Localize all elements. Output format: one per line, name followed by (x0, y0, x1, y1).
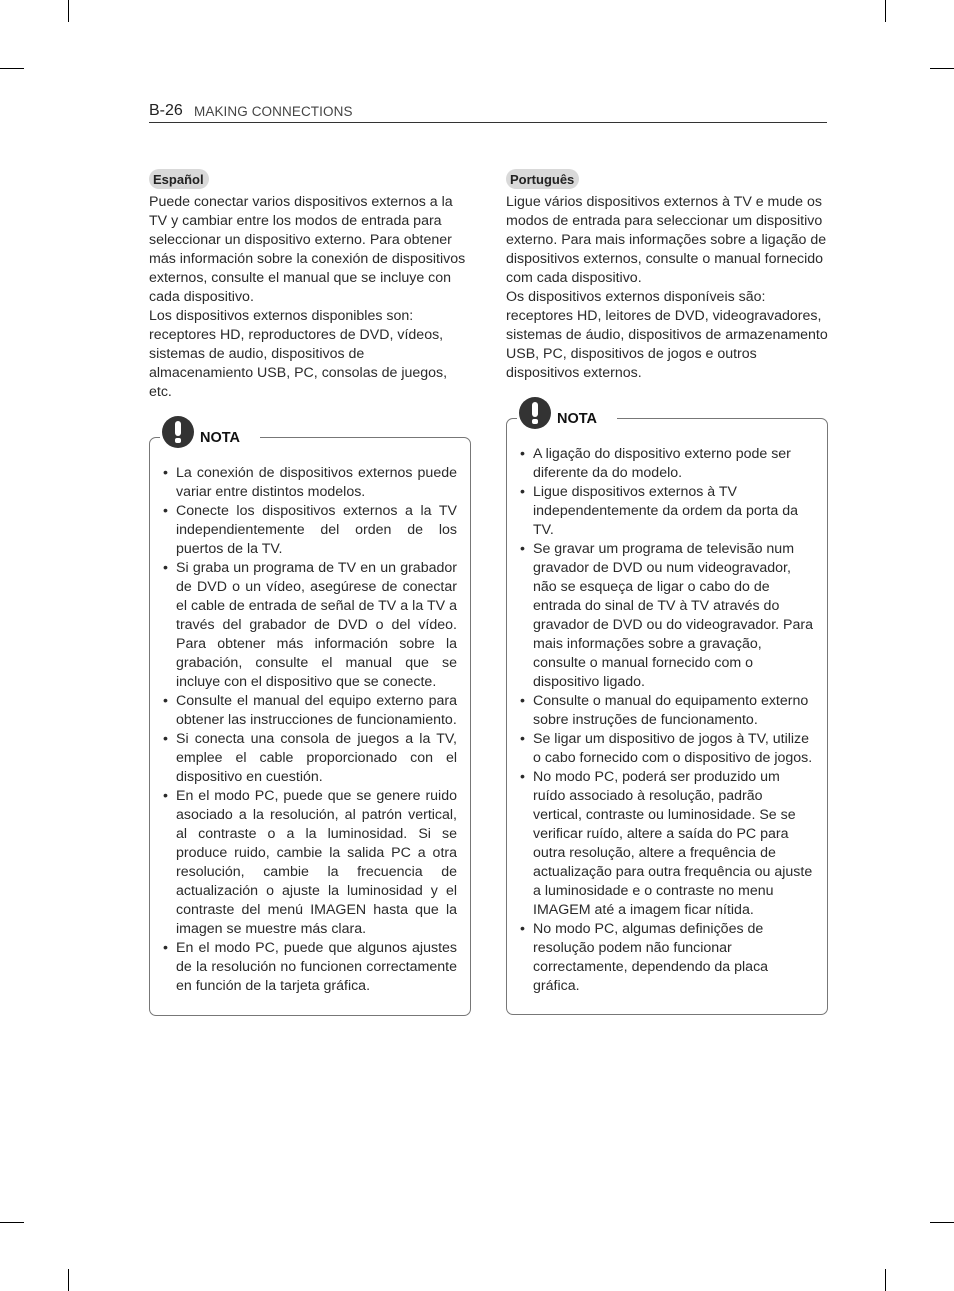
page-header (149, 100, 827, 123)
list-item: • Consulte o manual do equipamento externo sobre instruções de funcionamento. (520, 692, 814, 730)
list-item: • Conecte los dispositivos externos a la TV independientemente del orden de los puertos de la TV. (163, 502, 457, 559)
list-item: • No modo PC, algumas definições de resolução podem não funcionar correctamente, dependendo da placa gráfica. (520, 920, 814, 996)
note-list-es (163, 464, 457, 996)
note-header (517, 397, 617, 433)
intro-paragraph: Ligue vários dispositivos externos à TV e mude os modos de entrada para seleccionar um dispositivo externo. Para mais informações sobre a ligação de dispositivos externos, consulte o manual fornecido com cada dispositivo. (506, 194, 827, 286)
note-header (160, 416, 260, 452)
section-title: MAKING CONNECTIONS (194, 104, 353, 119)
portuguese-column (506, 169, 828, 383)
list-item: • En el modo PC, puede que algunos ajustes de la resolución no funcionen correctamente en función de la tarjeta gráfica. (163, 939, 457, 996)
language-badge-pt: Português (506, 169, 579, 189)
crop-mark (885, 1269, 886, 1291)
list-item: • Consulte el manual del equipo externo para obtener las instrucciones de funcionamiento. (163, 692, 457, 730)
list-item: • A ligação do dispositivo externo pode ser diferente da do modelo. (520, 445, 814, 483)
list-item: • La conexión de dispositivos externos puede variar entre distintos modelos. (163, 464, 457, 502)
intro-text-es (149, 193, 471, 402)
crop-mark (68, 0, 69, 22)
intro-paragraph: Los dispositivos externos disponibles son: receptores HD, reproductores de DVD, vídeos, sistemas de audio, dispositivos de almacenamiento USB, PC, consolas de juegos, etc. (149, 308, 448, 400)
page-number: B-26 (149, 102, 183, 119)
note-title: NOTA (557, 411, 598, 427)
note-box-es (149, 430, 471, 1016)
list-item: • Si graba un programa de TV en un grabador de DVD o un vídeo, asegúrese de conectar el cable de entrada de señal de TV a la TV a través del grabador de DVD o del vídeo. Para obtener más información sobre la grabación, consulte el manual que se incluye con el dispositivo que se conecte. (163, 559, 457, 692)
list-item: • Se ligar um dispositivo de jogos à TV, utilize o cabo fornecido com o dispositivo de jogos. (520, 730, 814, 768)
crop-mark (0, 68, 24, 69)
list-item: • No modo PC, poderá ser produzido um ruído associado à resolução, padrão vertical, contraste ou luminosidade. Se se verificar ruído, altere a saída do PC para outra resolução, altere a frequência de actualização para outra frequência ou ajuste a luminosidade e o contraste no menu IMAGEM até a imagem ficar nítida. (520, 768, 814, 920)
crop-mark (930, 1222, 954, 1223)
note-box-pt (506, 411, 828, 1015)
spanish-column (149, 169, 471, 402)
intro-paragraph: Os dispositivos externos disponíveis são: receptores HD, leitores de DVD, videogravadores, sistemas de áudio, dispositivos de armazenamento USB, PC, dispositivos de jogos e outros dispositivos externos. (506, 289, 828, 381)
crop-mark (68, 1269, 69, 1291)
intro-text-pt (506, 193, 828, 383)
intro-paragraph: Puede conectar varios dispositivos externos a la TV y cambiar entre los modos de entrada para seleccionar un dispositivo externo. Para obtener más información sobre la conexión de dispositivos externos, consulte el manual que se incluye con cada dispositivo. (149, 194, 466, 305)
note-title: NOTA (200, 430, 241, 446)
exclamation-icon (162, 416, 194, 448)
list-item: • Se gravar um programa de televisão num gravador de DVD ou num videogravador, não se esqueça de ligar o cabo do de entrada do sinal de TV à TV através do gravador de DVD ou do videogravador. Para mais informações sobre a gravação, consulte o manual fornecido com o dispositivo ligado. (520, 540, 814, 692)
note-list-pt (520, 445, 814, 996)
list-item: • En el modo PC, puede que se genere ruido asociado a la resolución, al patrón vertical, al contraste o a la luminosidad. Si se produce ruido, cambie la salida PC a otra resolución, cambie la frecuencia de actualización o ajuste la luminosidad y el contraste del menú IMAGEN hasta que la imagen se muestre más clara. (163, 787, 457, 939)
language-badge-es: Español (149, 169, 209, 189)
crop-mark (0, 1222, 24, 1223)
crop-mark (930, 68, 954, 69)
list-item: • Ligue dispositivos externos à TV independentemente da ordem da porta da TV. (520, 483, 814, 540)
crop-mark (885, 0, 886, 22)
list-item: • Si conecta una consola de juegos a la TV, emplee el cable proporcionado con el dispositivo en cuestión. (163, 730, 457, 787)
exclamation-icon (519, 397, 551, 429)
